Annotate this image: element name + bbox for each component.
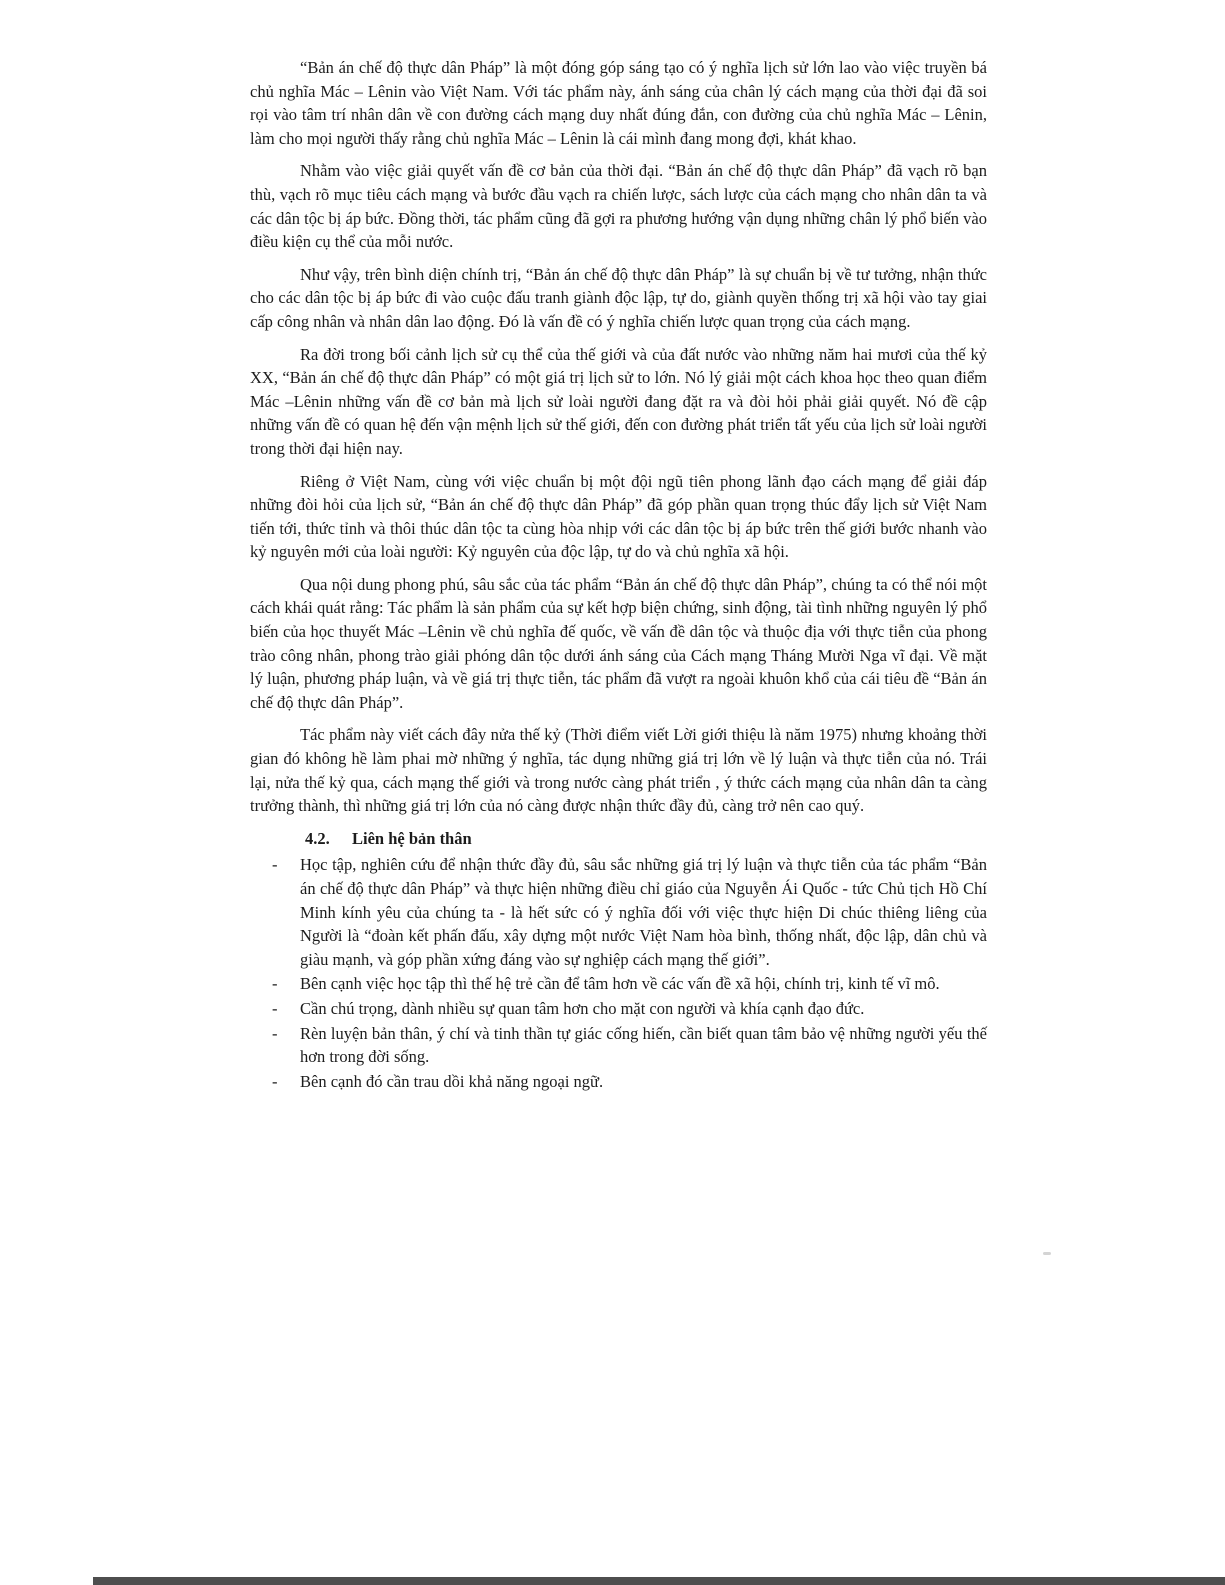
- section-number: 4.2.: [305, 828, 330, 848]
- list-item-text: Rèn luyện bản thân, ý chí và tinh thần tự giác cống hiến, cần biết quan tâm bảo vệ những người yếu thế hơn trong đời sống.: [300, 1023, 987, 1067]
- scan-artifact: [1043, 1252, 1051, 1255]
- paragraph-5: Riêng ở Việt Nam, cùng với việc chuẩn bị một đội ngũ tiên phong lãnh đạo cách mạng để giải đáp những đòi hỏi của lịch sử, “Bản án chế độ thực dân Pháp” đã góp phần quan trọng thúc đẩy lịch sử Việt Nam tiến tới, thức tỉnh và thôi thúc dân tộc ta cùng hòa nhịp với các dân tộc bị áp bức trên thế giới bước nhanh vào kỷ nguyên mới của loài người: Kỷ nguyên của độc lập, tự do và chủ nghĩa xã hội.: [250, 471, 987, 562]
- section-heading: [250, 827, 987, 851]
- paragraph-1: “Bản án chế độ thực dân Pháp” là một đóng góp sáng tạo có ý nghĩa lịch sử lớn lao vào việc truyền bá chủ nghĩa Mác – Lênin vào Việt Nam. Với tác phẩm này, ánh sáng của chân lý cách mạng của thời đại đã soi rọi vào tâm trí nhân dân về con đường cách mạng duy nhất đúng đắn, con đường của chủ nghĩa Mác – Lênin, làm cho mọi người thấy rằng chủ nghĩa Mác – Lênin là cái mình đang mong đợi, khát khao.: [250, 58, 987, 148]
- list-item: [250, 997, 987, 1021]
- paragraph-7: Tác phẩm này viết cách đây nửa thế kỷ (Thời điểm viết Lời giới thiệu là năm 1975) nhưng khoảng thời gian đó không hề làm phai mờ những ý nghĩa, tác dụng những giá trị lớn về lý luận và thực tiễn của nó. Trái lại, nửa thế kỷ qua, cách mạng thế giới và trong nước càng phát triển , ý thức cách mạng của nhân dân ta càng trưởng thành, thì những giá trị lớn của nó càng được nhận thức đầy đủ, càng trở nên cao quý.: [250, 725, 987, 816]
- bullet-dash: -: [272, 998, 278, 1018]
- bullet-dash: -: [272, 1023, 278, 1043]
- bottom-edge-bar: [93, 1577, 1225, 1585]
- list-item: [250, 1070, 987, 1094]
- paragraph-3: Như vậy, trên bình diện chính trị, “Bản án chế độ thực dân Pháp” là sự chuẩn bị về tư tưởng, nhận thức cho các dân tộc bị áp bức đi vào cuộc đấu tranh giành độc lập, tự do, giành quyền thống trị xã hội vào tay giai cấp công nhân và nhân dân lao động. Đó là vấn đề có ý nghĩa chiến lược quan trọng của cách mạng.: [250, 264, 987, 331]
- list-item: [250, 1022, 987, 1069]
- list-item-text: Học tập, nghiên cứu để nhận thức đầy đủ, sâu sắc những giá trị lý luận và thực tiễn của tác phẩm “Bản án chế độ thực dân Pháp” và thực hiện những điều chỉ giáo của Nguyễn Ái Quốc - tức Chủ tịch Hồ Chí Minh kính yêu của chúng ta - là hết sức có ý nghĩa đối với việc thực hiện Di chúc thiêng liêng của Người là “đoàn kết phấn đấu, xây dựng một nước Việt Nam hòa bình, thống nhất, độc lập, dân chủ và giàu mạnh, và góp phần xứng đáng vào sự nghiệp cách mạng thế giới”.: [300, 855, 987, 969]
- paragraph-4: Ra đời trong bối cảnh lịch sử cụ thể của thế giới và của đất nước vào những năm hai mươi của thế kỷ XX, “Bản án chế độ thực dân Pháp” có một giá trị lịch sử to lớn. Nó lý giải một cách khoa học theo quan điểm Mác –Lênin những vấn đề cơ bản mà lịch sử loài người đang đặt ra và đòi hỏi phải giải quyết. Nó đề cập những vấn đề có quan hệ đến vận mệnh lịch sử thế giới, đến con đường phát triển tất yếu của lịch sử loài người trong thời đại hiện nay.: [250, 344, 987, 458]
- list-item: [250, 853, 987, 971]
- paragraph-6: Qua nội dung phong phú, sâu sắc của tác phẩm “Bản án chế độ thực dân Pháp”, chúng ta có thể nói một cách khái quát rằng: Tác phẩm là sản phẩm của sự kết hợp biện chứng, sinh động, tài tình những nguyên lý phổ biến của học thuyết Mác –Lênin về chủ nghĩa đế quốc, về vấn đề dân tộc và thuộc địa với thực tiễn của phong trào công nhân, phong trào giải phóng dân tộc dưới ánh sáng của Cách mạng Tháng Mười Nga vĩ đại. Về mặt lý luận, phương pháp luận, và về giá trị thực tiễn, tác phẩm đã vượt ra ngoài khuôn khổ của cái tiêu đề “Bản án chế độ thực dân Pháp”.: [250, 574, 987, 712]
- list-item-text: Cần chú trọng, dành nhiều sự quan tâm hơn cho mặt con người và khía cạnh đạo đức.: [300, 998, 865, 1018]
- bullet-dash: -: [272, 855, 278, 875]
- paragraph-2: Nhằm vào việc giải quyết vấn đề cơ bản của thời đại. “Bản án chế độ thực dân Pháp” đã vạch rõ bạn thù, vạch rõ mục tiêu cách mạng và bước đầu vạch ra chiến lược, sách lược của cách mạng cho nhân dân ta và các dân tộc bị áp bức. Đồng thời, tác phẩm cũng đã gợi ra phương hướng vận dụng những chân lý phổ biến vào điều kiện cụ thể của mỗi nước.: [250, 161, 987, 252]
- section-title: Liên hệ bản thân: [352, 828, 472, 848]
- list-item: [250, 972, 987, 996]
- list-item-text: Bên cạnh đó cần trau dồi khả năng ngoại ngữ.: [300, 1071, 604, 1091]
- bullet-dash: -: [272, 1071, 278, 1091]
- bullet-list: [250, 853, 987, 1093]
- text-block: [250, 56, 987, 1094]
- list-item-text: Bên cạnh việc học tập thì thế hệ trẻ cần để tâm hơn về các vấn đề xã hội, chính trị, kinh tế vĩ mô.: [300, 974, 940, 994]
- bullet-dash: -: [272, 974, 278, 994]
